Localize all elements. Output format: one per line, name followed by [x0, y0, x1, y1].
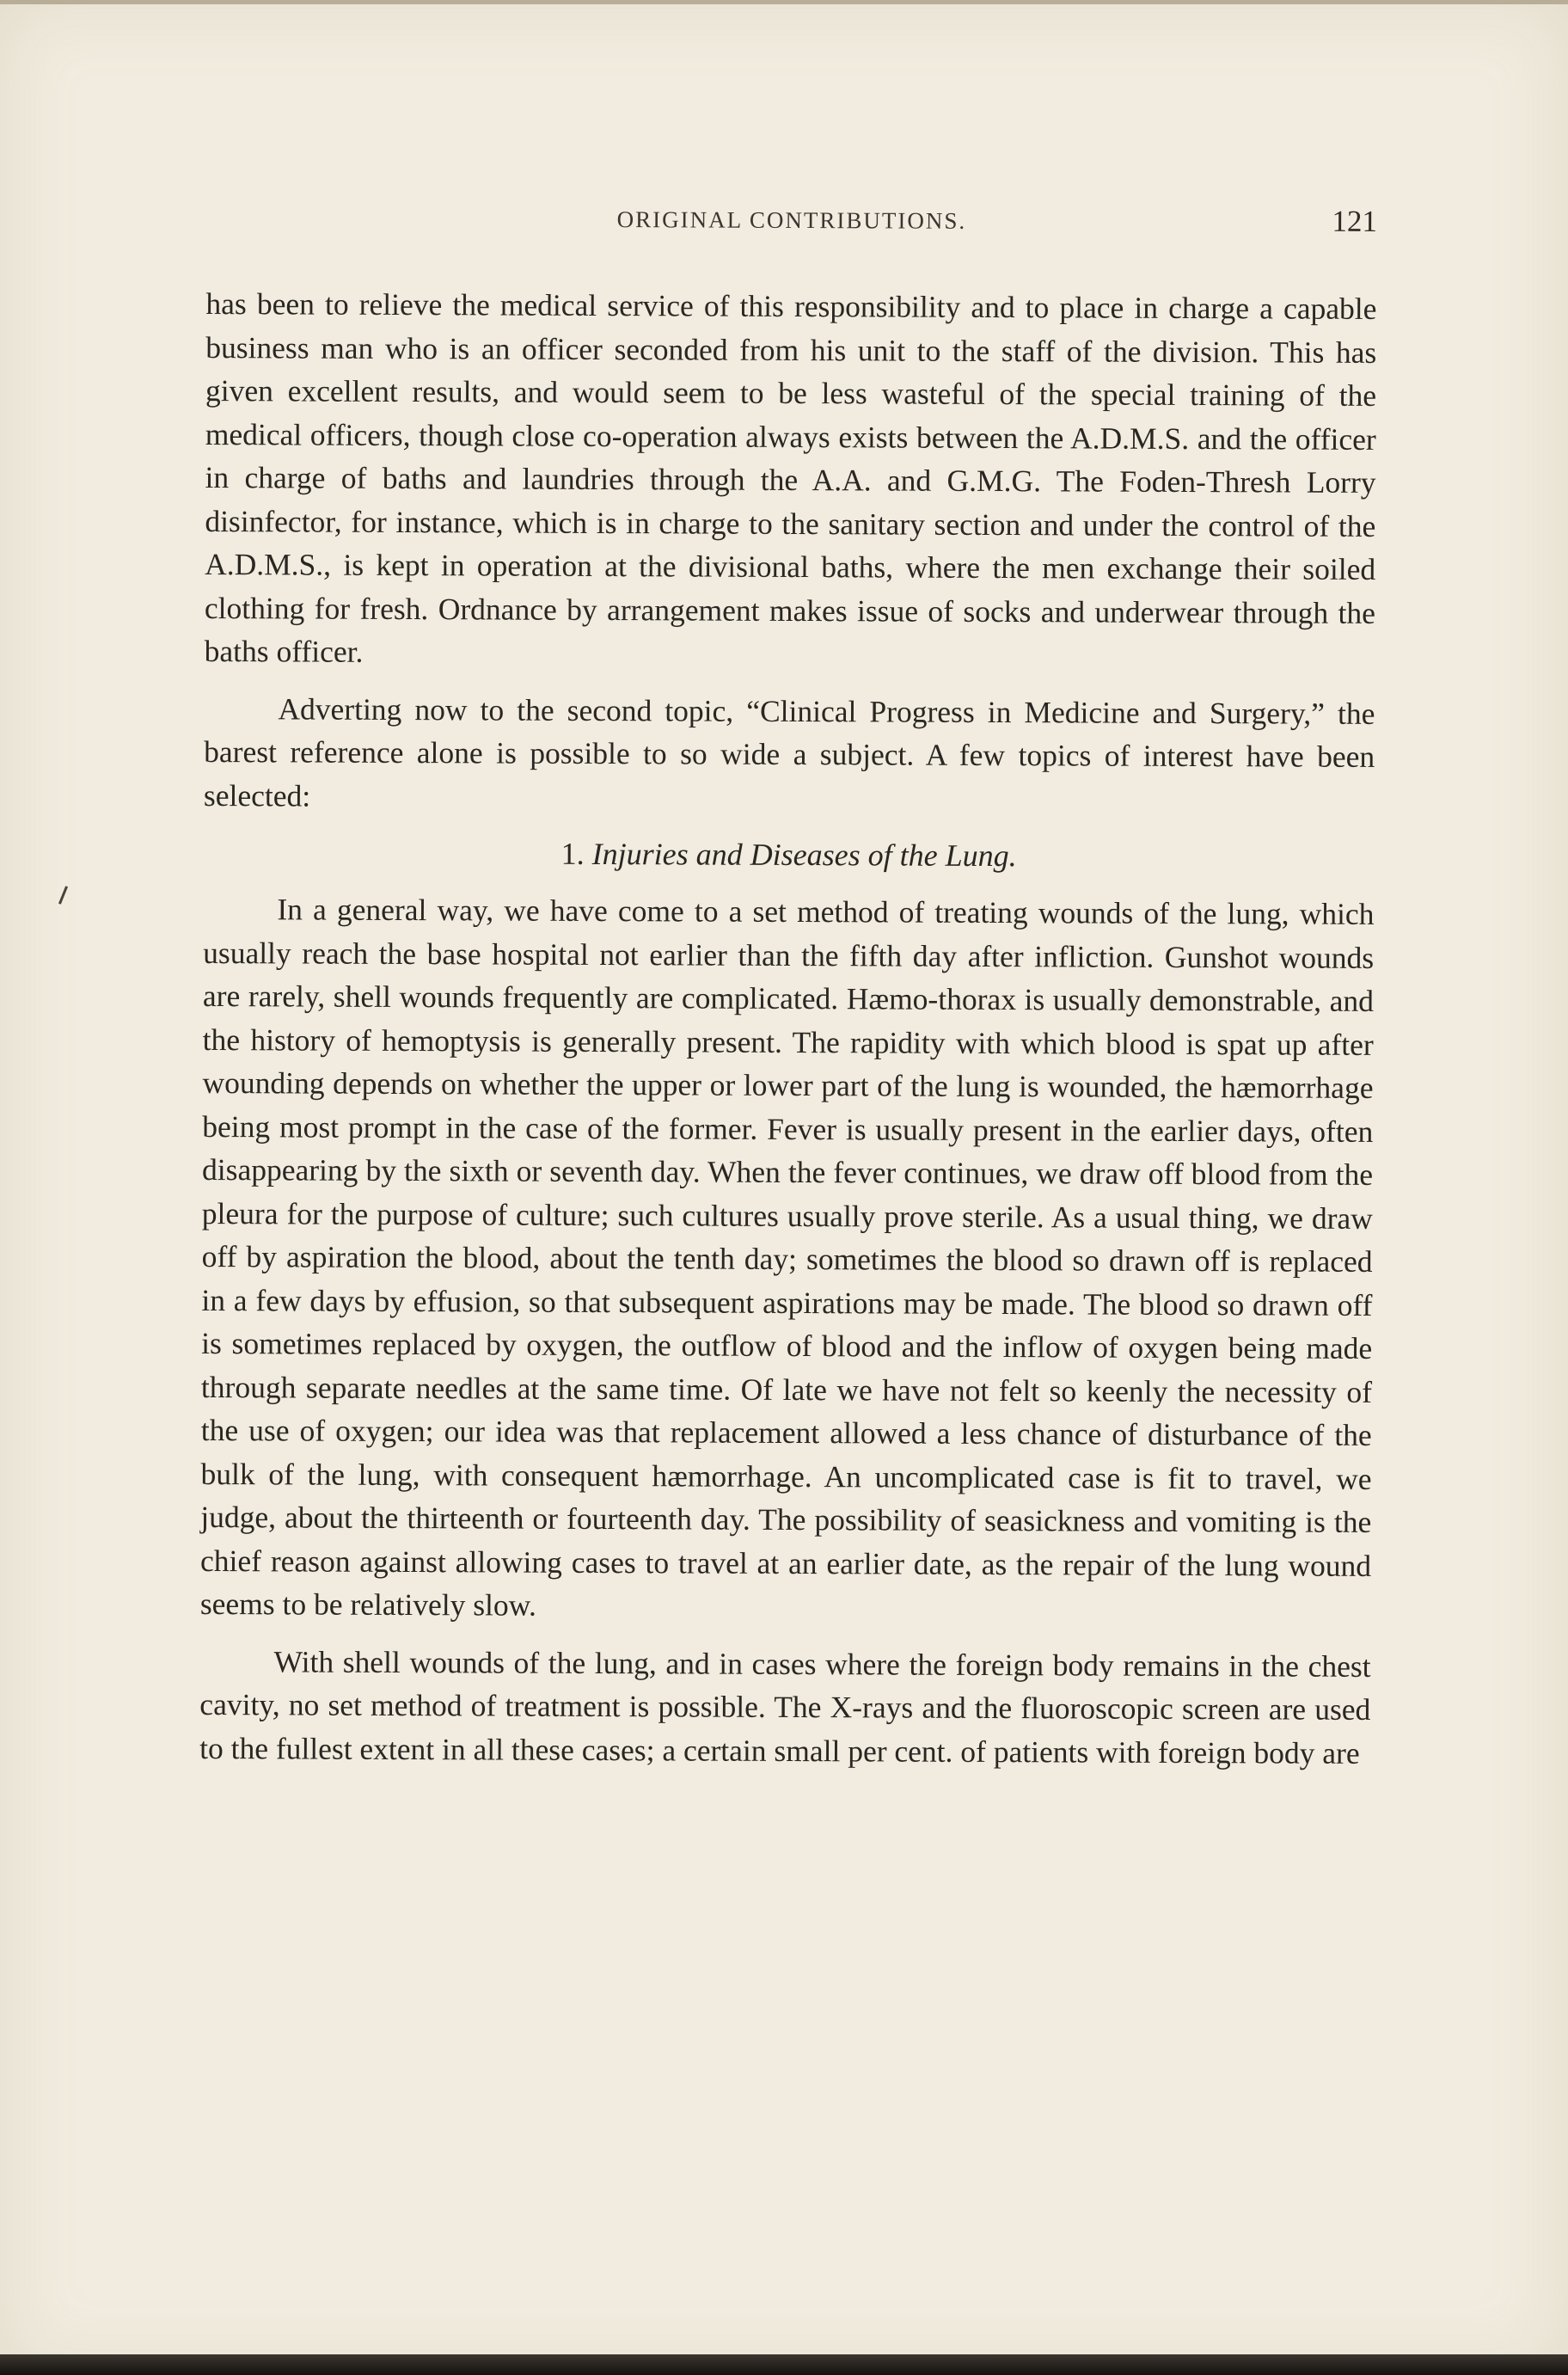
paragraph-continued: has been to relieve the medical service of this responsibility and to place in charge a capable business man who is an officer seconded from his unit to the staff of the division. This has given excellent results, and would seem to be less wasteful of the special training of the medical officers, though close co-operation always exists between the A.D.M.S. and the officer in charge of baths and laundries through the A.A. and G.M.G. The Foden-Thresh Lorry disinfector, for instance, which is in charge to the sanitary section and under the control of the A.D.M.S., is kept in operation at the divisional baths, where the men exchange their soiled clothing for fresh. Ordnance by arrangement makes issue of socks and underwear through the baths officer.	[204, 285, 1377, 669]
page-number: 121	[1332, 204, 1377, 238]
margin-pencil-mark	[58, 886, 68, 905]
page-content	[199, 199, 1377, 1775]
section-number: 1.	[560, 836, 585, 871]
running-head	[206, 199, 1377, 256]
section-heading	[204, 831, 1375, 879]
running-title: ORIGINAL CONTRIBUTIONS.	[616, 206, 967, 234]
paragraph-clinical-progress: Adverting now to the second topic, “Clinical Progress in Medicine and Surgery,” the barest reference alone is possible to so wide a subject. A few topics of interest have been selected:	[203, 690, 1375, 813]
section-title: Injuries and Diseases of the Lung.	[591, 836, 1017, 874]
paragraph-shell-wounds: With shell wounds of the lung, and in cases where the foreign body remains in the chest cavity, no set method of treatment is possible. The X-rays and the fluoroscopic screen are used to the fullest extent in all these cases; a certain small per cent. of patients with foreign body are	[199, 1643, 1371, 1771]
paragraph-lung-wounds: In a general way, we have come to a set method of treating wounds of the lung, which usually reach the base hospital not earlier than the fifth day after infliction. Gunshot wounds are rarely, shell wounds frequently are complicated. Hæmo-thorax is usually demonstrable, and the history of hemoptysis is generally present. The rapidity with which blood is spat up after wounding depends on whether the upper or lower part of the lung is wounded, the hæmorrhage being most prompt in the case of the former. Fever is usually present in the earlier days, often disappearing by the sixth or seventh day. When the fever continues, we draw off blood from the pleura for the purpose of culture; such cultures usually prove sterile. As a usual thing, we draw off by aspiration the blood, about the tenth day; sometimes the blood so drawn off is replaced in a few days by effusion, so that subsequent aspirations may be made. The blood so drawn off is sometimes replaced by oxygen, the outflow of blood and the inflow of oxygen being made through separate needles at the same time. Of late we have not felt so keenly the necessity of the use of oxygen; our idea was that replacement allowed a less chance of disturbance of the bulk of the lung, with consequent hæmorrhage. An uncomplicated case is fit to travel, we judge, about the thirteenth or fourteenth day. The possibility of seasickness and vomiting is the chief reason against allowing cases to travel at an earlier date, as the repair of the lung wound seems to be relatively slow.	[199, 892, 1375, 1623]
page-bottom-edge	[0, 2354, 1568, 2375]
page-top-edge	[0, 0, 1568, 4]
